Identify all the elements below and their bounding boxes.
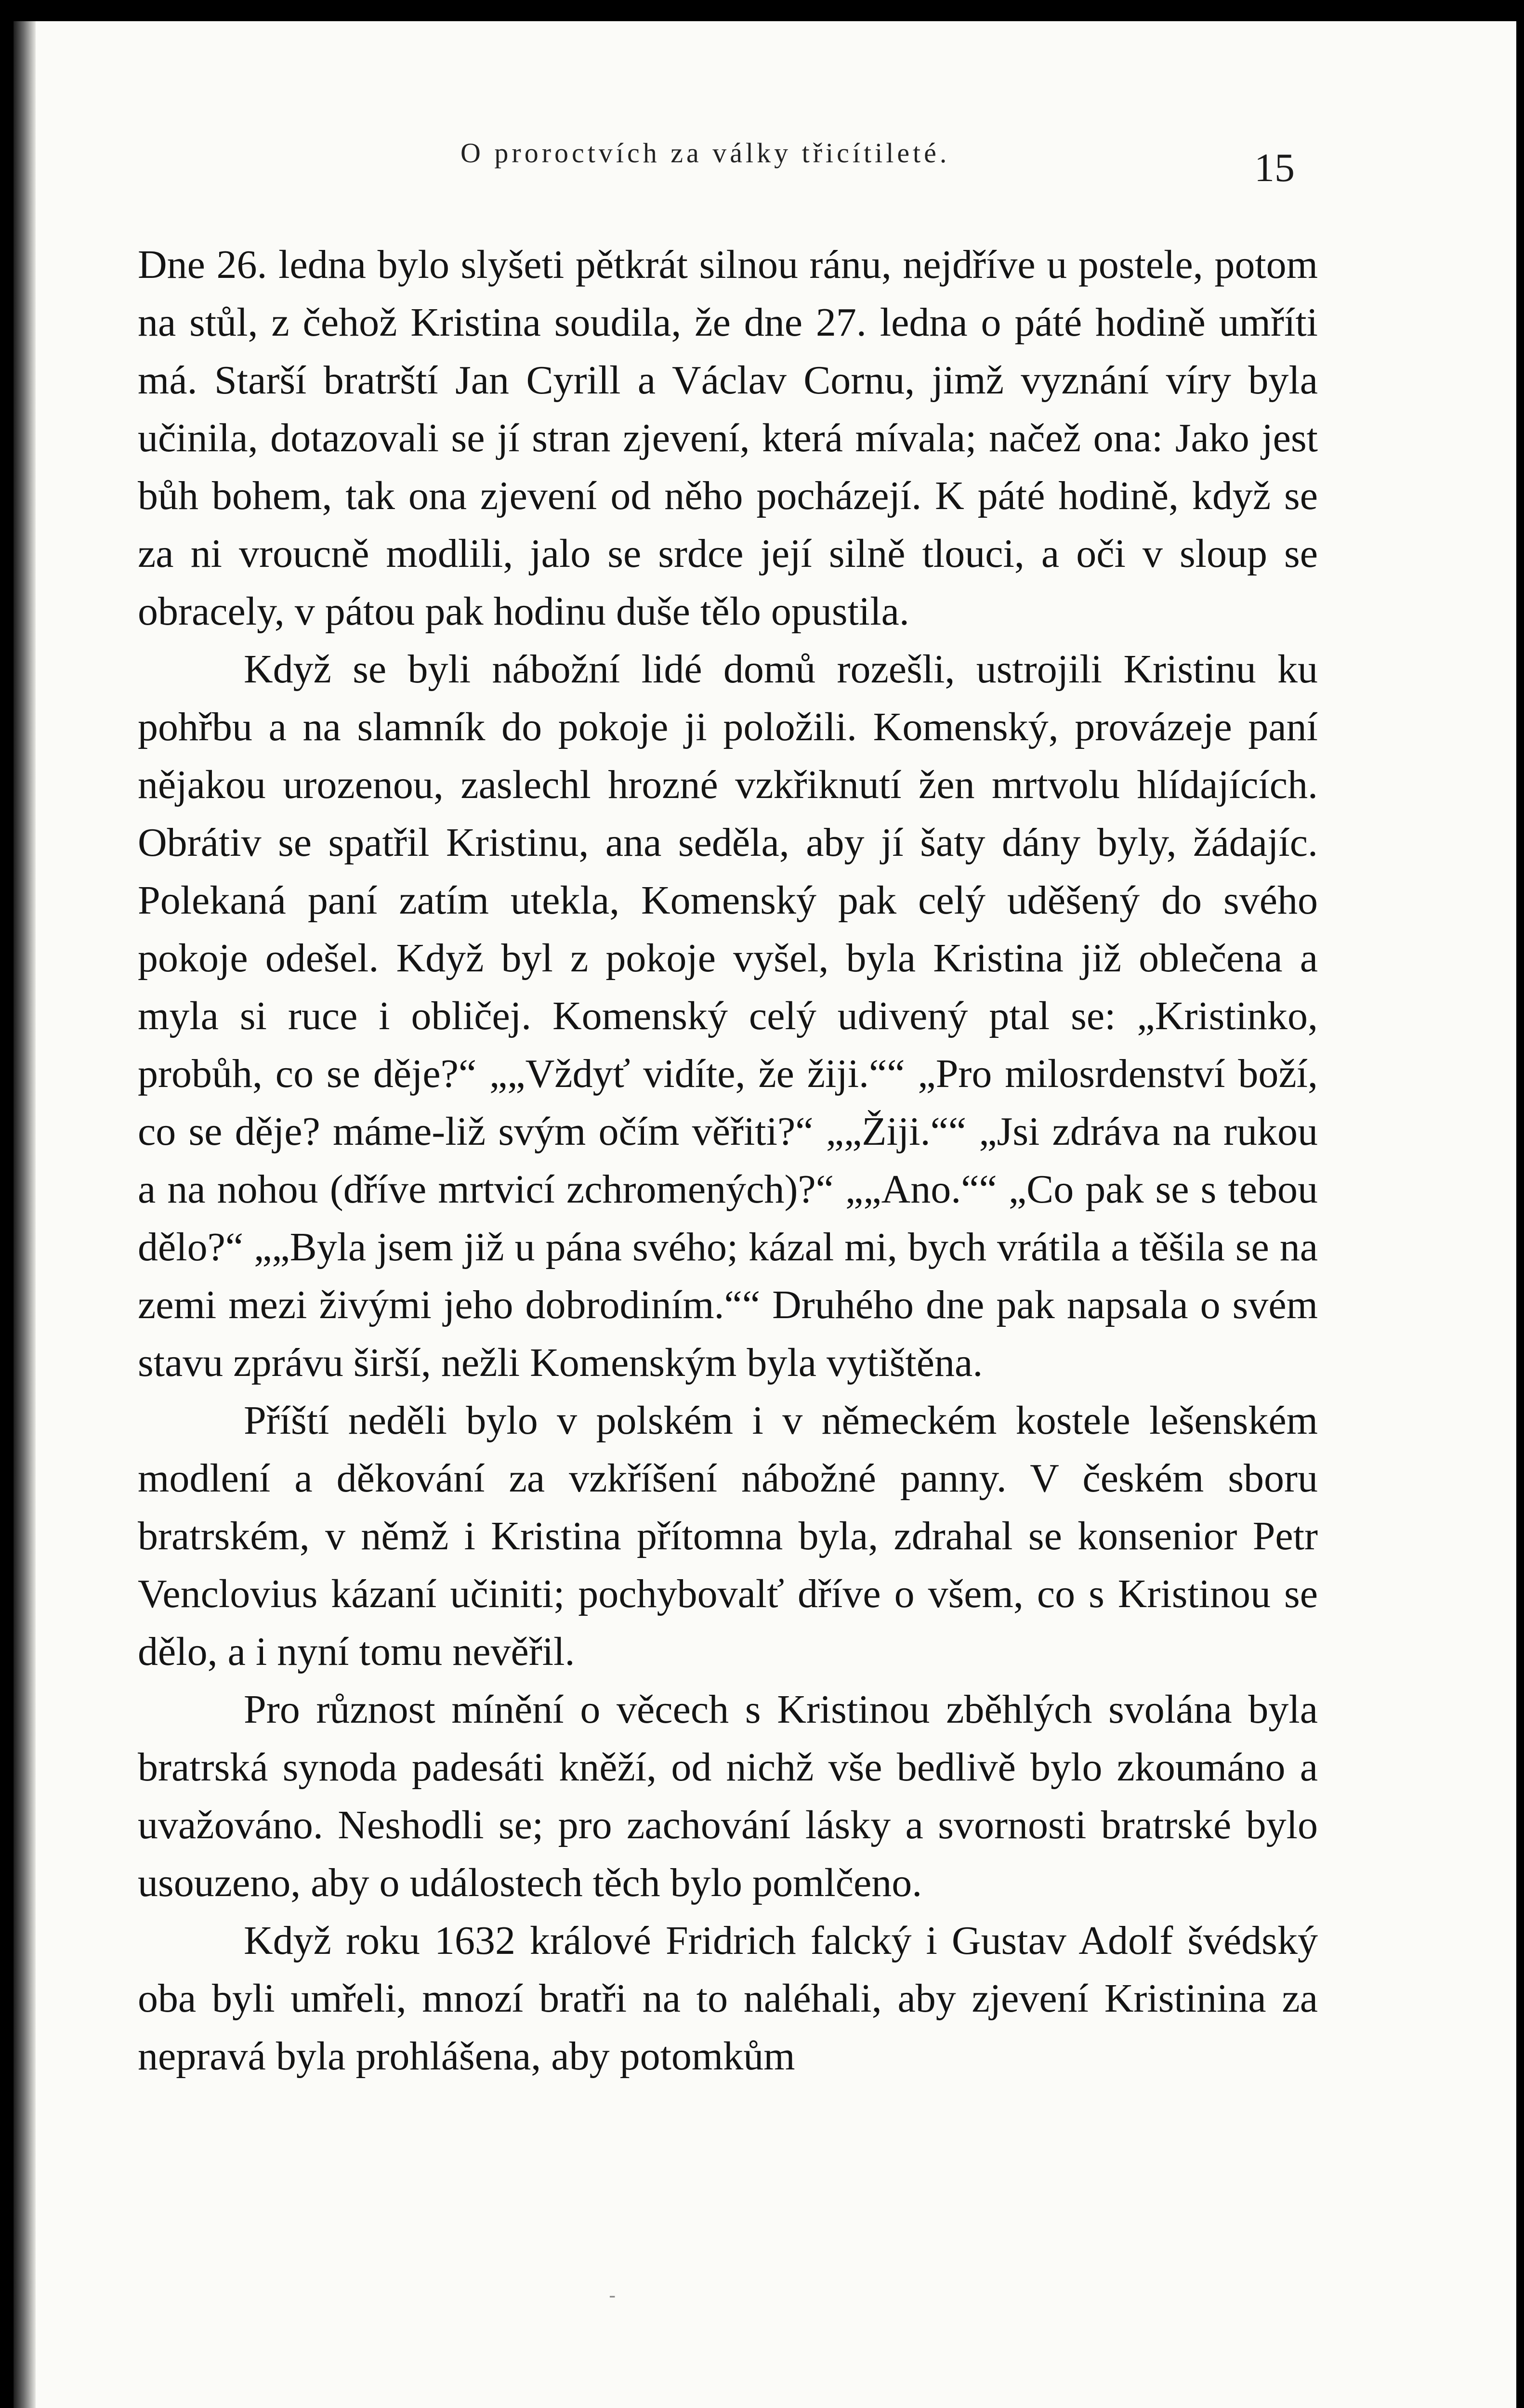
- paragraph: Když roku 1632 králové Fridrich falcký i Gustav Adolf švédský oba byli umřeli, mnozí bratři na to naléhali, aby zjevení Kristinina za nepravá byla prohlášena, aby potomkům: [138, 1918, 1318, 2079]
- body-text: [138, 236, 1318, 2085]
- book-page: [13, 21, 1516, 2408]
- running-title: O proroctvích za války třicítileté.: [460, 137, 950, 169]
- footer-mark: -: [609, 2285, 616, 2307]
- paragraph: Dne 26. ledna bylo slyšeti pětkrát silnou ránu, nejdříve u postele, potom na stůl, z čehož Kristina soudila, že dne 27. ledna o páté hodině umříti má. Starší bratrští Jan Cyrill a Václav Cornu, jimž vyznání víry byla učinila, dotazovali se jí stran zjevení, která mívala; načež ona: Jako jest bůh bohem, tak ona zjevení od něho pocházejí. K páté hodině, když se za ni vroucně modlili, jalo se srdce její silně tlouci, a oči v sloup se obracely, v pátou pak hodinu duše tělo opustila.: [138, 242, 1318, 634]
- page-number: 15: [1254, 145, 1295, 190]
- page-header: [13, 127, 1516, 190]
- paragraph: Příští neděli bylo v polském i v německém kostele lešenském modlení a děkování za vzkříšení nábožné panny. V českém sboru bratrském, v němž i Kristina přítomna byla, zdrahal se konsenior Petr Venclovius kázaní učiniti; pochybovalť dříve o všem, co s Kristinou se dělo, a i nyní tomu nevěřil.: [138, 1398, 1318, 1674]
- paragraph: Pro různost mínění o věcech s Kristinou zběhlých svolána byla bratrská synoda padesáti kněží, od nichž vše bedlivě bylo zkoumáno a uvažováno. Neshodli se; pro zachování lásky a svornosti bratrské bylo usouzeno, aby o událostech těch bylo pomlčeno.: [138, 1687, 1318, 1905]
- page-binding-edge: [13, 21, 36, 2408]
- paragraph: Když se byli nábožní lidé domů rozešli, ustrojili Kristinu ku pohřbu a na slamník do pokoje ji položili. Komenský, provázeje paní nějakou urozenou, zaslechl hrozné vzkřiknutí žen mrtvolu hlídajících. Obrátiv se spatřil Kristinu, ana seděla, aby jí šaty dány byly, žádajíc. Polekaná paní zatím utekla, Komenský pak celý uděšený do svého pokoje odešel. Když byl z pokoje vyšel, byla Kristina již oblečena a myla si ruce i obličej. Komenský celý udivený ptal se: „Kristinko, probůh, co se děje?“ „„Vždyť vidíte, že žiji.““ „Pro milosrdenství boží, co se děje? máme-liž svým očím věřiti?“ „„Žiji.““ „Jsi zdráva na rukou a na nohou (dříve mrtvicí zchromených)?“ „„Ano.““ „Co pak se s tebou dělo?“ „„Byla jsem již u pána svého; kázal mi, bych vrátila a těšila se na zemi mezi živými jeho dobrodiním.““ Druhého dne pak napsala o svém stavu zprávu širší, nežli Komenským byla vytištěna.: [138, 647, 1318, 1385]
